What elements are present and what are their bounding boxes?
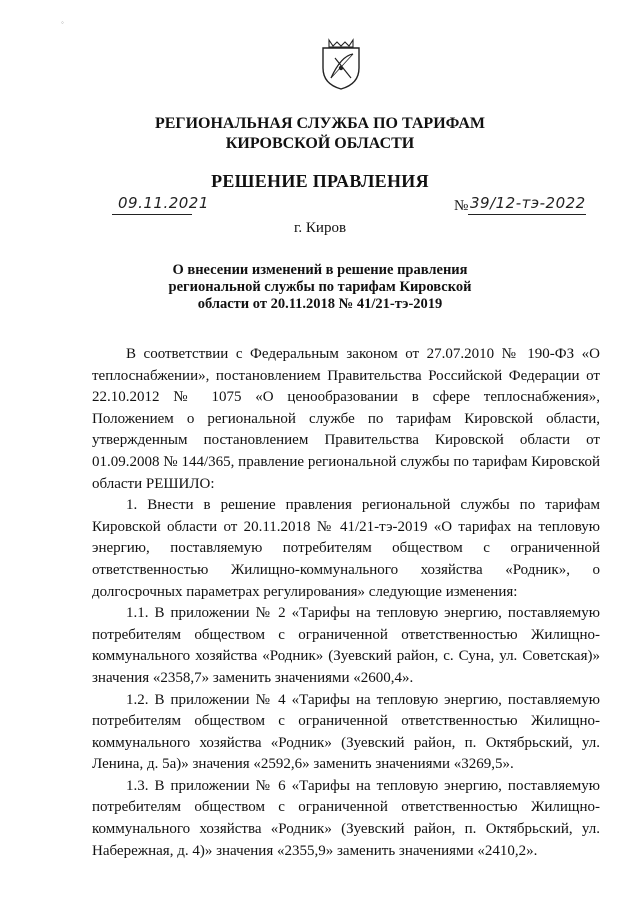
- item-1-3-paragraph: 1.3. В приложении № 6 «Тарифы на тепловую энергию, поставляемую потребителям обществом с ограниченной ответственностью Жилищно-коммунального хозяйства «Родник» (Зуевский район, п. Октябрьский, ул. Набережная, д. 4)» значения «2355,9» заменить значениями «2410,2».: [92, 777, 600, 859]
- document-body: [92, 344, 600, 862]
- handwritten-number: 39/12-тэ-2022: [470, 194, 586, 212]
- document-subject: О внесении изменений в решение правления региональной службы по тарифам Кировской области от 20.11.2018 № 41/21-тэ-2019: [168, 262, 472, 312]
- org-name-line-1: РЕГИОНАЛЬНАЯ СЛУЖБА ПО ТАРИФАМ: [154, 115, 486, 132]
- corner-mark: ◦: [61, 18, 64, 27]
- intro-paragraph: В соответствии с Федеральным законом от 27.07.2010 № 190-ФЗ «О теплоснабжении», постановлением Правительства Российской Федерации от 22.10.2012 № 1075 «О ценообразовании в сфере теплоснабжения», Положением о региональной службе по тарифам Кировской области, утвержденным постановлением Правительства Кировской области от 01.09.2008 № 144/365, правление региональной службы по тарифам Кировской области РЕШИЛО:: [92, 346, 600, 492]
- number-underline: [468, 214, 586, 215]
- item-1-paragraph: 1. Внести в решение правления региональной службы по тарифам Кировской области от 20.11.2018 № 41/21-тэ-2019 «О тарифах на тепловую энергию, поставляемую потребителям обществом с ограниченной ответственностью Жилищно-коммунального хозяйства «Родник», о долгосрочных параметрах регулирования» следующие изменения:: [92, 497, 600, 600]
- document-type-title: РЕШЕНИЕ ПРАВЛЕНИЯ: [211, 171, 429, 191]
- number-label: №: [454, 198, 469, 214]
- date-underline: [112, 214, 192, 215]
- coat-of-arms-icon: [319, 38, 363, 90]
- org-name-line-2: КИРОВСКОЙ ОБЛАСТИ: [225, 135, 415, 152]
- city-label: г. Киров: [293, 220, 347, 236]
- item-1-2-paragraph: 1.2. В приложении № 4 «Тарифы на тепловую энергию, поставляемую потребителям обществом с ограниченной ответственностью Жилищно-коммунального хозяйства «Родник» (Зуевский район, п. Октябрьский, ул. Ленина, д. 5а)» значения «2592,6» заменить значениями «3269,5».: [92, 691, 600, 773]
- handwritten-date: 09.11.2021: [118, 194, 209, 212]
- item-1-1-paragraph: 1.1. В приложении № 2 «Тарифы на тепловую энергию, поставляемую потребителям обществом с ограниченной ответственностью Жилищно-коммунального хозяйства «Родник» (Зуевский район, с. Суна, ул. Советская)» значения «2358,7» заменить значениями «2600,4».: [92, 605, 600, 686]
